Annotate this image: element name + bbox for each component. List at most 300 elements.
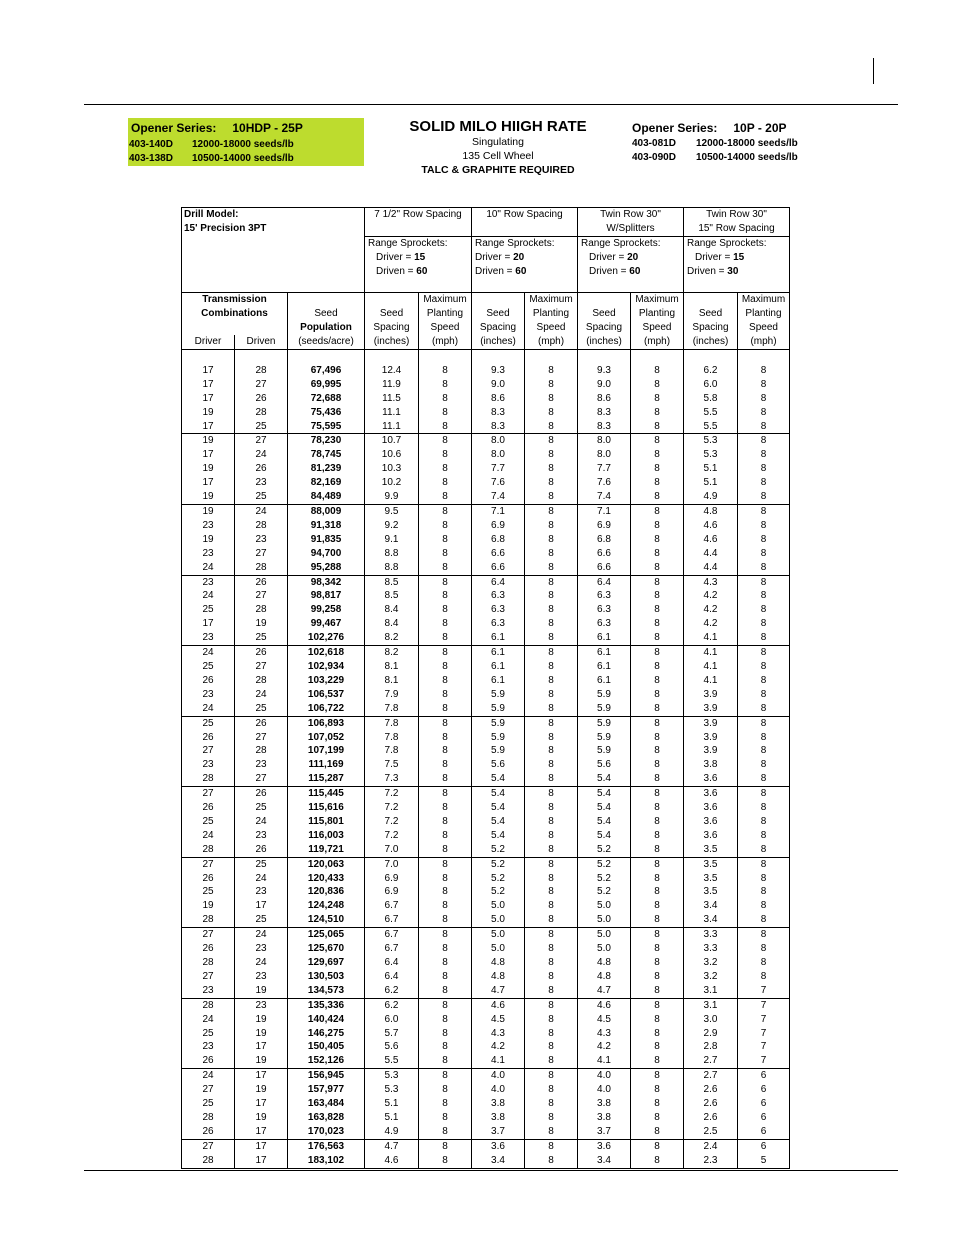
table-cell: 4.7	[578, 984, 631, 998]
header-line: Spacing	[585, 322, 623, 334]
table-cell: 9.0	[578, 378, 631, 392]
header-line: (mph)	[750, 336, 777, 348]
table-cell: 8	[631, 1125, 684, 1139]
table-cell: 3.4	[684, 913, 738, 927]
table-cell: 8	[631, 364, 684, 378]
header-line: Seed	[314, 308, 338, 320]
table-cell: 6.1	[578, 631, 631, 645]
table-cell: 8	[525, 603, 578, 617]
table-cell: 10.6	[365, 448, 419, 462]
table-cell: 19	[235, 1027, 288, 1041]
table-cell: 72,688	[288, 392, 365, 406]
driven-label: Driven =	[589, 265, 627, 277]
table-cell: 6	[738, 1083, 790, 1097]
table-cell: 3.5	[684, 843, 738, 857]
table-cell: 19	[235, 984, 288, 998]
table-cell: 8	[525, 1069, 578, 1083]
table-cell: 4.1	[684, 660, 738, 674]
table-cell: 19	[235, 1054, 288, 1068]
table-cell: 3.5	[684, 857, 738, 871]
driven-sprocket	[578, 265, 684, 279]
table-cell: 23	[182, 758, 235, 772]
driven-label: Driven =	[475, 265, 513, 277]
header-line: Seed	[698, 308, 723, 320]
table-cell: 8	[525, 998, 578, 1012]
table-cell: 4.1	[578, 1054, 631, 1068]
opener-right-row	[632, 152, 798, 163]
table-row	[182, 1154, 790, 1168]
table-cell: 4.6	[684, 533, 738, 547]
table-cell: 6.1	[472, 631, 525, 645]
table-cell: 5.2	[578, 872, 631, 886]
table-cell: 27	[235, 731, 288, 745]
table-cell: 25	[235, 631, 288, 645]
range-sprockets-label: Range Sprockets:	[684, 236, 790, 250]
table-cell: 4.0	[472, 1069, 525, 1083]
table-cell: 25	[182, 660, 235, 674]
table-cell: 11.9	[365, 378, 419, 392]
subtitle-cell-wheel: 135 Cell Wheel	[462, 150, 534, 162]
table-cell: 6.4	[365, 956, 419, 970]
table-cell: 5.5	[684, 406, 738, 420]
driven-label: Driven =	[376, 265, 414, 277]
driven-value: 60	[416, 265, 428, 277]
table-cell: 5.6	[578, 758, 631, 772]
table-cell: 8	[738, 815, 790, 829]
table-cell: 24	[182, 1013, 235, 1027]
table-cell: 4.3	[684, 575, 738, 589]
table-cell: 3.8	[684, 758, 738, 772]
table-cell: 6.0	[684, 378, 738, 392]
table-cell: 19	[182, 434, 235, 448]
table-cell: 8	[419, 420, 472, 434]
table-cell: 8	[419, 462, 472, 476]
table-cell: 8	[419, 702, 472, 716]
table-cell: 8	[525, 1013, 578, 1027]
opener-right-row	[632, 138, 798, 149]
table-cell: 24	[235, 928, 288, 942]
table-row	[182, 772, 790, 786]
table-cell: 8	[738, 970, 790, 984]
spacer-cell	[578, 279, 684, 293]
table-cell: 8	[738, 505, 790, 519]
table-cell: 5.0	[578, 942, 631, 956]
table-cell: 6.3	[472, 617, 525, 631]
table-cell: 5.4	[578, 787, 631, 801]
header-line: Spacing	[692, 322, 729, 334]
table-cell: 5.9	[472, 688, 525, 702]
header-line: (seeds/acre)	[298, 336, 354, 348]
table-cell: 5.0	[472, 899, 525, 913]
table-cell: 8	[419, 674, 472, 688]
table-cell: 8	[738, 533, 790, 547]
opener-series-left	[128, 118, 364, 166]
table-cell: 102,276	[288, 631, 365, 645]
transmission-combinations-header	[182, 293, 288, 335]
table-cell: 8	[525, 829, 578, 843]
table-cell: 17	[235, 899, 288, 913]
table-cell: 25	[182, 716, 235, 730]
table-cell: 8	[738, 942, 790, 956]
table-cell: 23	[235, 758, 288, 772]
table-cell: 8	[419, 942, 472, 956]
table-cell: 23	[182, 688, 235, 702]
table-cell: 3.4	[684, 899, 738, 913]
table-cell: 157,977	[288, 1083, 365, 1097]
range-sprockets-label: Range Sprockets:	[472, 236, 578, 250]
table-cell: 8	[631, 646, 684, 660]
table-cell: 3.6	[684, 815, 738, 829]
spacer-cell	[684, 350, 738, 364]
table-cell: 8.4	[365, 603, 419, 617]
table-cell: 8	[738, 561, 790, 575]
table-cell: 8	[419, 758, 472, 772]
table-cell: 8.6	[472, 392, 525, 406]
table-cell: 6.1	[578, 674, 631, 688]
table-cell: 3.9	[684, 744, 738, 758]
table-cell: 8	[738, 575, 790, 589]
table-cell: 28	[235, 744, 288, 758]
spacer-cell	[578, 350, 631, 364]
table-cell: 7.8	[365, 744, 419, 758]
driver-label: Driver =	[695, 251, 731, 263]
group-title: Twin Row 30"	[578, 208, 684, 222]
table-cell: 67,496	[288, 364, 365, 378]
table-cell: 8.0	[472, 434, 525, 448]
spacer-cell	[365, 350, 419, 364]
table-cell: 3.1	[684, 984, 738, 998]
table-cell: 2.7	[684, 1054, 738, 1068]
table-cell: 4.3	[578, 1027, 631, 1041]
table-cell: 25	[182, 1027, 235, 1041]
table-cell: 2.3	[684, 1154, 738, 1168]
table-cell: 4.6	[684, 519, 738, 533]
table-cell: 8	[738, 364, 790, 378]
table-cell: 4.1	[684, 674, 738, 688]
table-cell: 8	[419, 688, 472, 702]
table-cell: 8	[419, 1040, 472, 1054]
table-row	[182, 1097, 790, 1111]
table-cell: 6.6	[472, 547, 525, 561]
table-cell: 120,433	[288, 872, 365, 886]
table-cell: 8	[419, 801, 472, 815]
table-cell: 7.7	[578, 462, 631, 476]
table-cell: 27	[235, 772, 288, 786]
table-cell: 25	[235, 857, 288, 871]
table-cell: 170,023	[288, 1125, 365, 1139]
table-cell: 4.5	[472, 1013, 525, 1027]
table-cell: 8	[419, 547, 472, 561]
table-cell: 8.2	[365, 631, 419, 645]
table-cell: 8	[419, 998, 472, 1012]
bottom-rule	[84, 1170, 898, 1171]
max-speed-header	[738, 293, 790, 350]
table-cell: 3.6	[578, 1139, 631, 1153]
max-speed-header	[525, 293, 578, 350]
table-cell: 8	[419, 787, 472, 801]
opener-right-label: Opener Series:	[632, 121, 718, 135]
table-cell: 23	[235, 970, 288, 984]
table-cell: 27	[182, 744, 235, 758]
table-cell: 24	[235, 688, 288, 702]
table-cell: 8	[525, 505, 578, 519]
table-cell: 5.8	[684, 392, 738, 406]
table-cell: 5.0	[472, 928, 525, 942]
driver-value: 15	[733, 251, 745, 263]
table-cell: 17	[182, 364, 235, 378]
top-rule	[84, 104, 898, 105]
table-cell: 8	[525, 702, 578, 716]
table-cell: 8	[419, 913, 472, 927]
table-cell: 8	[738, 420, 790, 434]
table-cell: 23	[182, 519, 235, 533]
table-cell: 6.3	[472, 603, 525, 617]
table-cell: 8	[419, 1097, 472, 1111]
table-cell: 3.8	[472, 1111, 525, 1125]
table-cell: 6.9	[578, 519, 631, 533]
table-cell: 6	[738, 1111, 790, 1125]
table-cell: 23	[235, 998, 288, 1012]
driver-sprocket	[365, 251, 472, 265]
table-cell: 8	[525, 617, 578, 631]
table-cell: 8	[419, 984, 472, 998]
table-cell: 8	[419, 1069, 472, 1083]
table-cell: 94,700	[288, 547, 365, 561]
table-cell: 7	[738, 998, 790, 1012]
spacer-cell	[182, 350, 235, 364]
spacer-cell	[288, 350, 365, 364]
table-cell: 99,467	[288, 617, 365, 631]
table-cell: 8	[525, 913, 578, 927]
table-cell: 28	[235, 519, 288, 533]
table-cell: 8	[419, 829, 472, 843]
table-cell: 24	[182, 589, 235, 603]
table-cell: 8	[525, 928, 578, 942]
table-cell: 5.9	[472, 731, 525, 745]
table-cell: 8	[738, 631, 790, 645]
table-cell: 7.1	[578, 505, 631, 519]
table-cell: 124,510	[288, 913, 365, 927]
table-cell: 8	[419, 1054, 472, 1068]
table-cell: 5.9	[578, 716, 631, 730]
header-line: (inches)	[692, 336, 729, 348]
table-cell: 27	[182, 857, 235, 871]
table-cell: 4.7	[365, 1139, 419, 1153]
table-cell: 23	[235, 829, 288, 843]
table-cell: 3.9	[684, 688, 738, 702]
table-cell: 8	[631, 378, 684, 392]
table-cell: 8.3	[472, 406, 525, 420]
table-cell: 6.3	[578, 617, 631, 631]
driven-sprocket	[472, 265, 578, 279]
table-row	[182, 815, 790, 829]
table-cell: 27	[182, 928, 235, 942]
spacer-row	[182, 350, 790, 364]
header-line: (mph)	[643, 336, 671, 348]
table-cell: 8	[525, 1154, 578, 1168]
table-cell: 2.8	[684, 1040, 738, 1054]
table-cell: 5.1	[684, 462, 738, 476]
table-cell: 8	[419, 1154, 472, 1168]
driver-label: Driver =	[589, 251, 625, 263]
table-cell: 8	[525, 843, 578, 857]
group-title: Twin Row 30"	[684, 208, 790, 222]
table-cell: 9.5	[365, 505, 419, 519]
table-cell: 8	[419, 378, 472, 392]
table-cell: 24	[182, 829, 235, 843]
table-cell: 106,722	[288, 702, 365, 716]
table-cell: 5.9	[472, 744, 525, 758]
seed-rate-table	[181, 207, 790, 1169]
table-row	[182, 490, 790, 504]
page-title: SOLID MILO HIIGH RATE	[409, 118, 587, 135]
table-cell: 28	[182, 1154, 235, 1168]
header-line: (inches)	[586, 336, 622, 348]
table-cell: 23	[235, 476, 288, 490]
table-cell: 8	[738, 928, 790, 942]
table-cell: 5.3	[684, 434, 738, 448]
table-cell: 5.4	[472, 772, 525, 786]
table-cell: 27	[182, 970, 235, 984]
table-row	[182, 801, 790, 815]
table-cell: 125,065	[288, 928, 365, 942]
spacer-cell	[472, 350, 525, 364]
table-cell: 8	[525, 519, 578, 533]
table-cell: 28	[235, 603, 288, 617]
table-cell: 8	[631, 913, 684, 927]
table-cell: 8	[525, 547, 578, 561]
opener-left-value: 10HDP - 25P	[232, 121, 303, 135]
table-cell: 3.8	[578, 1097, 631, 1111]
table-cell: 28	[235, 674, 288, 688]
table-cell: 24	[182, 646, 235, 660]
table-cell: 8	[419, 434, 472, 448]
table-cell: 129,697	[288, 956, 365, 970]
table-cell: 12.4	[365, 364, 419, 378]
table-cell: 8	[419, 533, 472, 547]
spacer-cell	[235, 350, 288, 364]
table-cell: 91,318	[288, 519, 365, 533]
table-cell: 5.5	[365, 1054, 419, 1068]
table-row	[182, 716, 790, 730]
table-cell: 8	[631, 928, 684, 942]
table-cell: 8	[631, 885, 684, 899]
table-cell: 8	[525, 1027, 578, 1041]
table-cell: 17	[182, 420, 235, 434]
table-cell: 78,230	[288, 434, 365, 448]
opener-series-right	[632, 120, 832, 168]
table-cell: 8	[419, 1111, 472, 1125]
table-cell: 5.9	[578, 688, 631, 702]
part-number: 403-090D	[632, 152, 676, 163]
opener-right-title	[632, 121, 787, 135]
table-cell: 9.0	[472, 378, 525, 392]
table-cell: 8	[525, 872, 578, 886]
table-row	[182, 843, 790, 857]
table-cell: 26	[182, 731, 235, 745]
table-cell: 98,817	[288, 589, 365, 603]
table-cell: 11.5	[365, 392, 419, 406]
table-cell: 135,336	[288, 998, 365, 1012]
table-cell: 91,835	[288, 533, 365, 547]
table-cell: 8	[419, 899, 472, 913]
table-cell: 5.2	[578, 857, 631, 871]
table-cell: 8	[631, 942, 684, 956]
table-cell: 28	[182, 1111, 235, 1125]
table-row	[182, 378, 790, 392]
table-cell: 8	[525, 1083, 578, 1097]
table-cell: 4.7	[472, 984, 525, 998]
table-cell: 82,169	[288, 476, 365, 490]
table-cell: 7.2	[365, 801, 419, 815]
table-cell: 4.8	[684, 505, 738, 519]
table-cell: 2.5	[684, 1125, 738, 1139]
header-line: Speed	[536, 322, 566, 334]
table-cell: 8	[419, 603, 472, 617]
table-cell: 6.2	[365, 998, 419, 1012]
table-cell: 8	[419, 772, 472, 786]
table-cell: 4.2	[684, 589, 738, 603]
driver-header: Driver	[182, 335, 235, 349]
table-cell: 8	[631, 801, 684, 815]
table-cell: 8	[631, 1054, 684, 1068]
seed-range: 10500-14000 seeds/lb	[192, 153, 294, 164]
table-cell: 3.9	[684, 731, 738, 745]
table-cell: 25	[182, 885, 235, 899]
table-cell: 107,052	[288, 731, 365, 745]
table-cell: 2.4	[684, 1139, 738, 1153]
table-cell: 3.1	[684, 998, 738, 1012]
table-cell: 5.5	[684, 420, 738, 434]
table-cell: 8	[525, 406, 578, 420]
header-line: (inches)	[480, 336, 516, 348]
table-cell: 19	[235, 1111, 288, 1125]
table-cell: 8.8	[365, 547, 419, 561]
table-cell: 5	[738, 1154, 790, 1168]
table-cell: 8	[525, 674, 578, 688]
driver-label: Driver =	[475, 251, 511, 263]
table-cell: 8	[738, 857, 790, 871]
table-cell: 19	[235, 1013, 288, 1027]
table-cell: 8	[525, 1097, 578, 1111]
table-cell: 88,009	[288, 505, 365, 519]
table-cell: 99,258	[288, 603, 365, 617]
table-cell: 5.4	[472, 801, 525, 815]
table-cell: 24	[235, 448, 288, 462]
table-cell: 28	[235, 561, 288, 575]
table-cell: 8	[525, 744, 578, 758]
table-cell: 25	[235, 801, 288, 815]
max-speed-header	[631, 293, 684, 350]
table-cell: 5.0	[578, 899, 631, 913]
table-cell: 8	[738, 392, 790, 406]
table-cell: 119,721	[288, 843, 365, 857]
table-cell: 8	[419, 646, 472, 660]
table-cell: 25	[182, 815, 235, 829]
table-cell: 8	[738, 660, 790, 674]
table-cell: 8	[525, 392, 578, 406]
table-cell: 8.0	[472, 448, 525, 462]
table-row	[182, 434, 790, 448]
table-cell: 8	[525, 476, 578, 490]
table-cell: 4.8	[472, 956, 525, 970]
table-cell: 6.1	[472, 674, 525, 688]
table-cell: 9.2	[365, 519, 419, 533]
table-cell: 115,287	[288, 772, 365, 786]
table-cell: 8	[631, 533, 684, 547]
table-row	[182, 547, 790, 561]
header-line: Maximum	[741, 294, 786, 306]
